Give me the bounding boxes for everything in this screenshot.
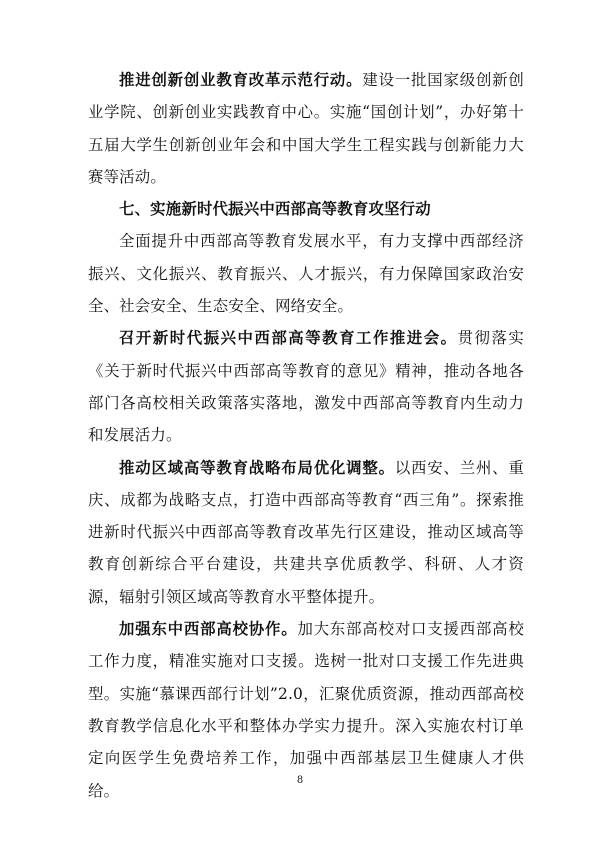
section-heading-seven: 七、实施新时代振兴中西部高等教育攻坚行动 xyxy=(119,200,431,219)
paragraph-text: 以西安、兰州、重庆、成都为战略支点，打造中西部高等教育“西三角”。探索推进新时代振兴中西部高等教育改革先行区建设，推动区域高等教育创新综合平台建设，共建共享优质教学、科研、人才资源，辐射引领区域高等教育水平整体提升。 xyxy=(88,458,524,606)
paragraph-text: 全面提升中西部高等教育发展水平，有力支撑中西部经济振兴、文化振兴、教育振兴、人才振兴，有力保障国家政治安全、社会安全、生态安全、网络安全。 xyxy=(88,232,524,316)
paragraph-lead: 召开新时代振兴中西部高等教育工作推进会。 xyxy=(119,329,458,348)
paragraph-text: 加大东部高校对口支援西部高校工作力度，精准实施对口支援。选树一批对口支援工作先进典型。实施“慕课西部行计划”2.0，汇聚优质资源，推动西部高校教育教学信息化水平和整体办学实力提升。深入实施农村订单定向医学生免费培养工作，加强中西部基层卫生健康人才供给。 xyxy=(88,620,524,800)
paragraph-lead: 推进创新创业教育改革示范行动。 xyxy=(119,71,363,89)
paragraph-innovation-entrepreneurship xyxy=(88,64,524,193)
document-body xyxy=(88,64,524,807)
paragraph-lead: 加强东中西部高校协作。 xyxy=(119,620,298,639)
paragraph-regional-layout xyxy=(88,452,524,613)
page-number: 8 xyxy=(296,775,304,786)
paragraph-lead: 推动区域高等教育战略布局优化调整。 xyxy=(119,458,395,477)
paragraph-section-intro xyxy=(88,225,524,322)
paragraph-text: 贯彻落实《关于新时代振兴中西部高等教育的意见》精神，推动各地各部门各高校相关政策落实落地，激发中西部高等教育内生动力和发展活力。 xyxy=(88,329,524,445)
paragraph-text: 建设一批国家级创新创业学院、创新创业实践教育中心。实施“国创计划”，办好第十五届大学生创新创业年会和中国大学生工程实践与创新能力大赛等活动。 xyxy=(88,71,524,186)
paragraph-promotion-meeting xyxy=(88,322,524,451)
